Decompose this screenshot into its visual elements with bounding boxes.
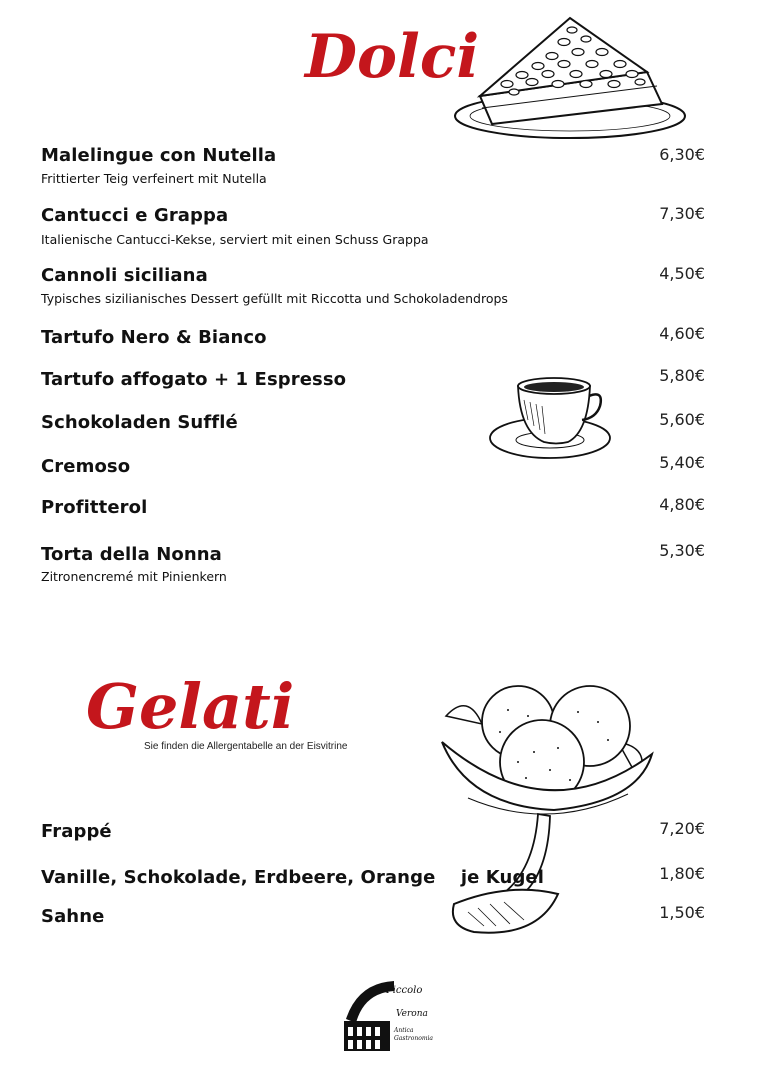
dolci-item-price: 5,30€ xyxy=(659,541,705,560)
gelati-item-name: Frappé xyxy=(41,821,112,842)
gelati-item-name: Vanille, Schokolade, Erdbeere, Orange je Kugel xyxy=(41,867,545,888)
dolci-item-desc: Typisches sizilianisches Dessert gefüllt mit Riccotta und Schokoladendrops xyxy=(41,291,508,306)
dolci-item-name: Cannoli siciliana xyxy=(41,265,208,286)
gelati-item-price: 1,80€ xyxy=(659,864,705,883)
dolci-item-price: 7,30€ xyxy=(659,204,705,223)
cake-slice-illustration xyxy=(452,12,692,140)
logo-name-line1: Piccolo xyxy=(386,985,423,996)
dolci-item-name: Profitterol xyxy=(41,497,148,518)
gelati-title: Gelati xyxy=(86,670,295,743)
logo-name-line3: Antica Gastronomia xyxy=(394,1027,434,1042)
colosseum-logo xyxy=(338,975,450,1055)
dolci-item-price: 4,50€ xyxy=(659,264,705,283)
ice-cream-bowl-illustration xyxy=(438,682,660,940)
dolci-item-name: Cremoso xyxy=(41,456,131,477)
gelati-allergen-note: Sie finden die Allergentabelle an der Eisvitrine xyxy=(144,741,348,752)
dolci-item-price: 5,40€ xyxy=(659,453,705,472)
dolci-item-name: Tartufo affogato + 1 Espresso xyxy=(41,369,347,390)
dolci-item-desc: Zitronencremé mit Pinienkern xyxy=(41,569,227,584)
dolci-item-price: 4,80€ xyxy=(659,495,705,514)
coffee-cup-illustration xyxy=(488,372,613,462)
dolci-item-name: Cantucci e Grappa xyxy=(41,205,229,226)
dolci-item-price: 6,30€ xyxy=(659,145,705,164)
dolci-title: Dolci xyxy=(305,22,480,92)
dolci-item-price: 5,80€ xyxy=(659,366,705,385)
gelati-item-price: 7,20€ xyxy=(659,819,705,838)
dolci-item-desc: Frittierter Teig verfeinert mit Nutella xyxy=(41,171,267,186)
gelati-item-name: Sahne xyxy=(41,906,105,927)
dolci-item-name: Schokoladen Sufflé xyxy=(41,412,238,433)
dolci-item-price: 5,60€ xyxy=(659,410,705,429)
dolci-item-desc: Italienische Cantucci-Kekse, serviert mit einen Schuss Grappa xyxy=(41,232,429,247)
gelati-item-price: 1,50€ xyxy=(659,903,705,922)
logo-name-line2: Verona xyxy=(396,1009,428,1019)
dolci-item-price: 4,60€ xyxy=(659,324,705,343)
dolci-item-name: Torta della Nonna xyxy=(41,544,222,565)
dolci-item-name: Tartufo Nero & Bianco xyxy=(41,327,267,348)
dolci-item-name: Malelingue con Nutella xyxy=(41,145,277,166)
